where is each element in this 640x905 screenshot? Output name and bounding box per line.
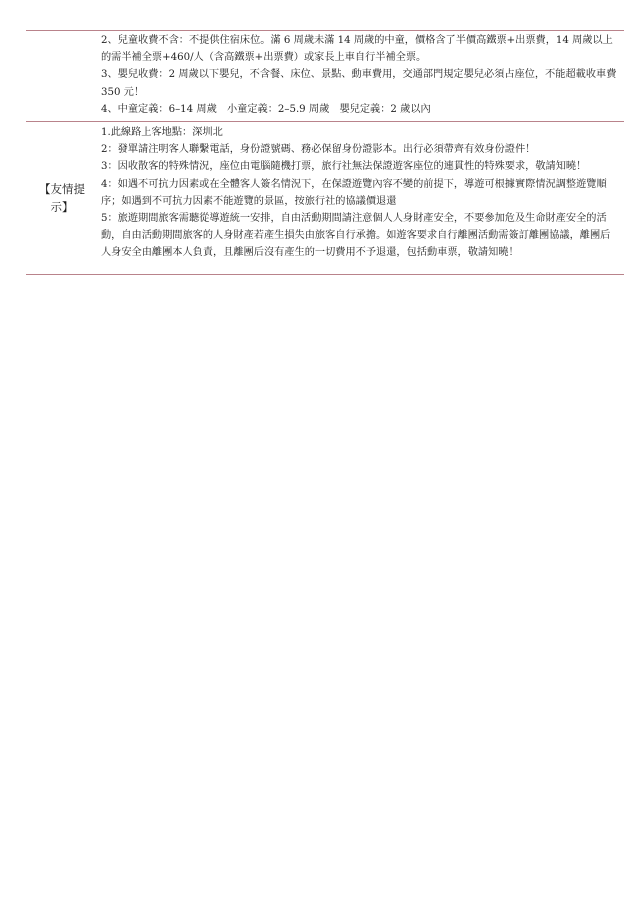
friendly-tips-content [98, 122, 624, 274]
tip-item-force-majeure: 4：如遇不可抗力因素或在全體客人簽名情況下，在保證遊覽內容不變的前提下，導遊可根據實際情況調整遊覽順序；如遇到不可抗力因素不能遊覽的景區，按旅行社的協議價退還 [101, 178, 607, 207]
tip-item-id-documents: 2：發單請注明客人聯繫電話，身份證號碼、務必保留身份證影本。出行必須帶齊有效身份證件！ [101, 144, 536, 156]
itinerary-notes-table [26, 30, 624, 275]
pricing-notes-row [26, 31, 624, 121]
pricing-notes-content [98, 31, 624, 121]
child-fee-note: 2、兒童收費不含：不提供住宿床位。滿 6 周歲未滿 14 周歲的中童，價格含了半價高鐵票+出票費，14 周歲以上的需半補全票+460/人（含高鐵票+出票費）或家長上車自行半補全票。 [101, 35, 613, 64]
age-definitions-note: 4、中童定義：6–14 周歲 小童定義：2–5.9 周歲 嬰兒定義：2 歲以內 [101, 103, 431, 115]
infant-fee-note: 3、嬰兒收費：2 周歲以下嬰兒，不含餐、床位、景點、動車費用，交通部門規定嬰兒必須占座位，不能超載收車費 350 元！ [101, 69, 617, 98]
tip-item-pickup-location: 1.此線路上客地點：深圳北 [101, 127, 223, 139]
friendly-tips-label: 【友情提示】 [39, 181, 85, 214]
tip-item-seating: 3：因收散客的特殊情況，座位由電腦隨機打票，旅行社無法保證遊客座位的連貫性的特殊要求，敬請知曉！ [101, 161, 587, 173]
tip-item-safety: 5：旅遊期間旅客需聽從導遊統一安排，自由活動期間請注意個人人身財產安全，不要參加危及生命財產安全的活動，自由活動期間旅客的人身財產若產生損失由旅客自行承擔。如遊客要求自行離團活動需簽訂離團協議，離團后人身安全由離團本人負責，且離團后沒有產生的一切費用不予退還，包括動車票，敬請知曉！ [101, 213, 611, 259]
friendly-tips-row [26, 122, 624, 274]
pricing-notes-label-cell [26, 31, 98, 121]
friendly-tips-label-cell [26, 122, 98, 274]
table-bottom-rule [26, 274, 624, 275]
